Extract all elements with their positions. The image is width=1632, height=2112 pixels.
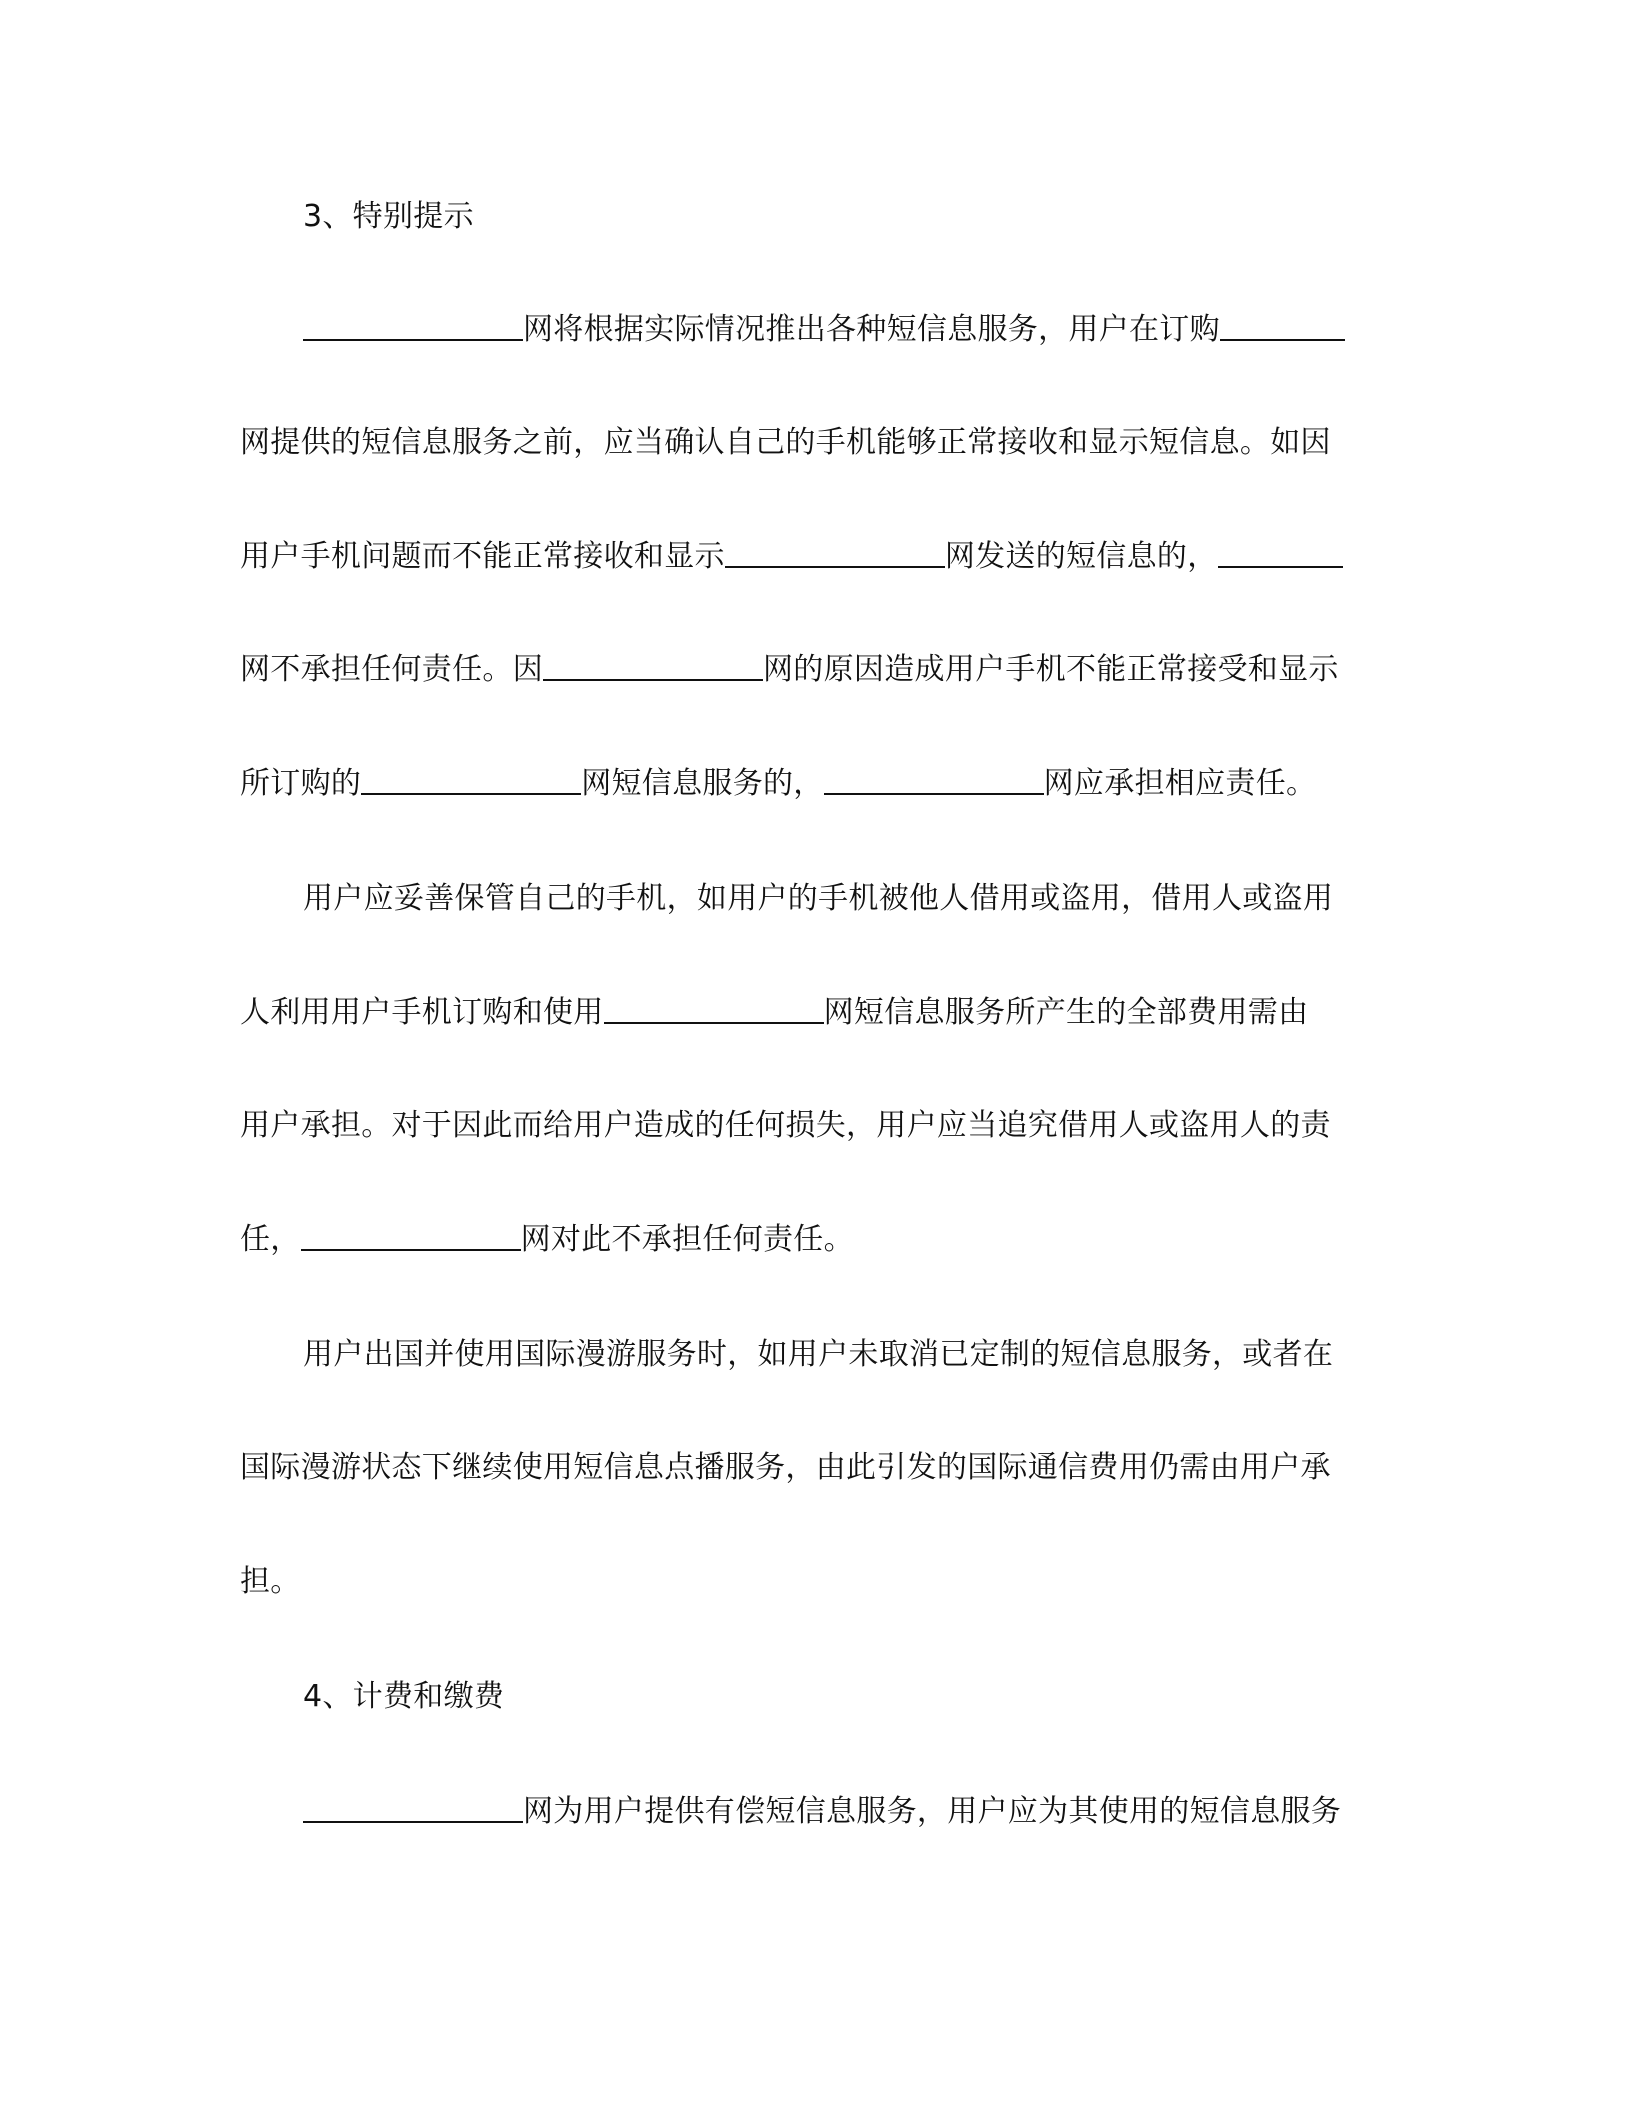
paragraph-line xyxy=(240,413,1380,473)
paragraph-line xyxy=(303,869,1380,929)
heading-text: 3、特别提示 xyxy=(303,199,474,234)
paragraph-line xyxy=(240,1096,1380,1156)
text-span: 网提供的短信息服务之前，应当确认自己的手机能够正常接收和显示短信息。如因 xyxy=(240,425,1331,460)
paragraph-line xyxy=(303,1325,1380,1385)
text-span: 用户应妥善保管自己的手机，如用户的手机被他人借用或盗用，借用人或盗用 xyxy=(303,881,1334,916)
text-span: 所订购的 xyxy=(240,766,362,801)
text-span: 用户承担。对于因此而给用户造成的任何损失，用户应当追究借用人或盗用人的责 xyxy=(240,1108,1331,1143)
heading-text: 4、计费和缴费 xyxy=(303,1679,505,1714)
text-span: 网发送的短信息的， xyxy=(944,539,1218,574)
text-span: 人利用用户手机订购和使用 xyxy=(240,995,604,1030)
section-4-heading xyxy=(303,1667,1443,1727)
section-3-heading xyxy=(303,187,1443,247)
paragraph-line xyxy=(303,1782,1380,1842)
fill-in-blank xyxy=(303,309,523,341)
text-span: 网将根据实际情况推出各种短信息服务，用户在订购 xyxy=(523,312,1220,347)
paragraph-line xyxy=(240,754,1380,814)
fill-in-blank xyxy=(604,992,824,1024)
text-span: 用户出国并使用国际漫游服务时，如用户未取消已定制的短信息服务，或者在 xyxy=(303,1337,1334,1372)
fill-in-blank xyxy=(725,536,945,568)
text-span: 网对此不承担任何责任。 xyxy=(520,1222,854,1257)
paragraph-line xyxy=(240,527,1380,587)
fill-in-blank xyxy=(824,763,1044,795)
text-span: 国际漫游状态下继续使用短信息点播服务，由此引发的国际通信费用仍需由用户承 xyxy=(240,1450,1331,1485)
text-span: 网短信息服务的， xyxy=(581,766,824,801)
paragraph-line xyxy=(303,300,1380,360)
paragraph-line xyxy=(240,1210,1380,1270)
fill-in-blank xyxy=(1220,309,1345,341)
paragraph-line xyxy=(240,1438,1380,1498)
text-span: 网应承担相应责任。 xyxy=(1043,766,1317,801)
text-span: 担。 xyxy=(240,1564,301,1599)
paragraph-line xyxy=(240,640,1380,700)
text-span: 网的原因造成用户手机不能正常接受和显示 xyxy=(763,652,1339,687)
fill-in-blank xyxy=(301,1219,521,1251)
paragraph-line xyxy=(240,1552,1380,1612)
fill-in-blank xyxy=(1218,536,1343,568)
text-span: 任， xyxy=(240,1222,301,1257)
fill-in-blank xyxy=(543,649,763,681)
fill-in-blank xyxy=(303,1791,523,1823)
text-span: 用户手机问题而不能正常接收和显示 xyxy=(240,539,725,574)
text-span: 网短信息服务所产生的全部费用需由 xyxy=(823,995,1309,1030)
fill-in-blank xyxy=(361,763,581,795)
paragraph-line xyxy=(240,983,1380,1043)
text-span: 网不承担任何责任。因 xyxy=(240,652,543,687)
text-span: 网为用户提供有偿短信息服务，用户应为其使用的短信息服务 xyxy=(523,1794,1342,1829)
